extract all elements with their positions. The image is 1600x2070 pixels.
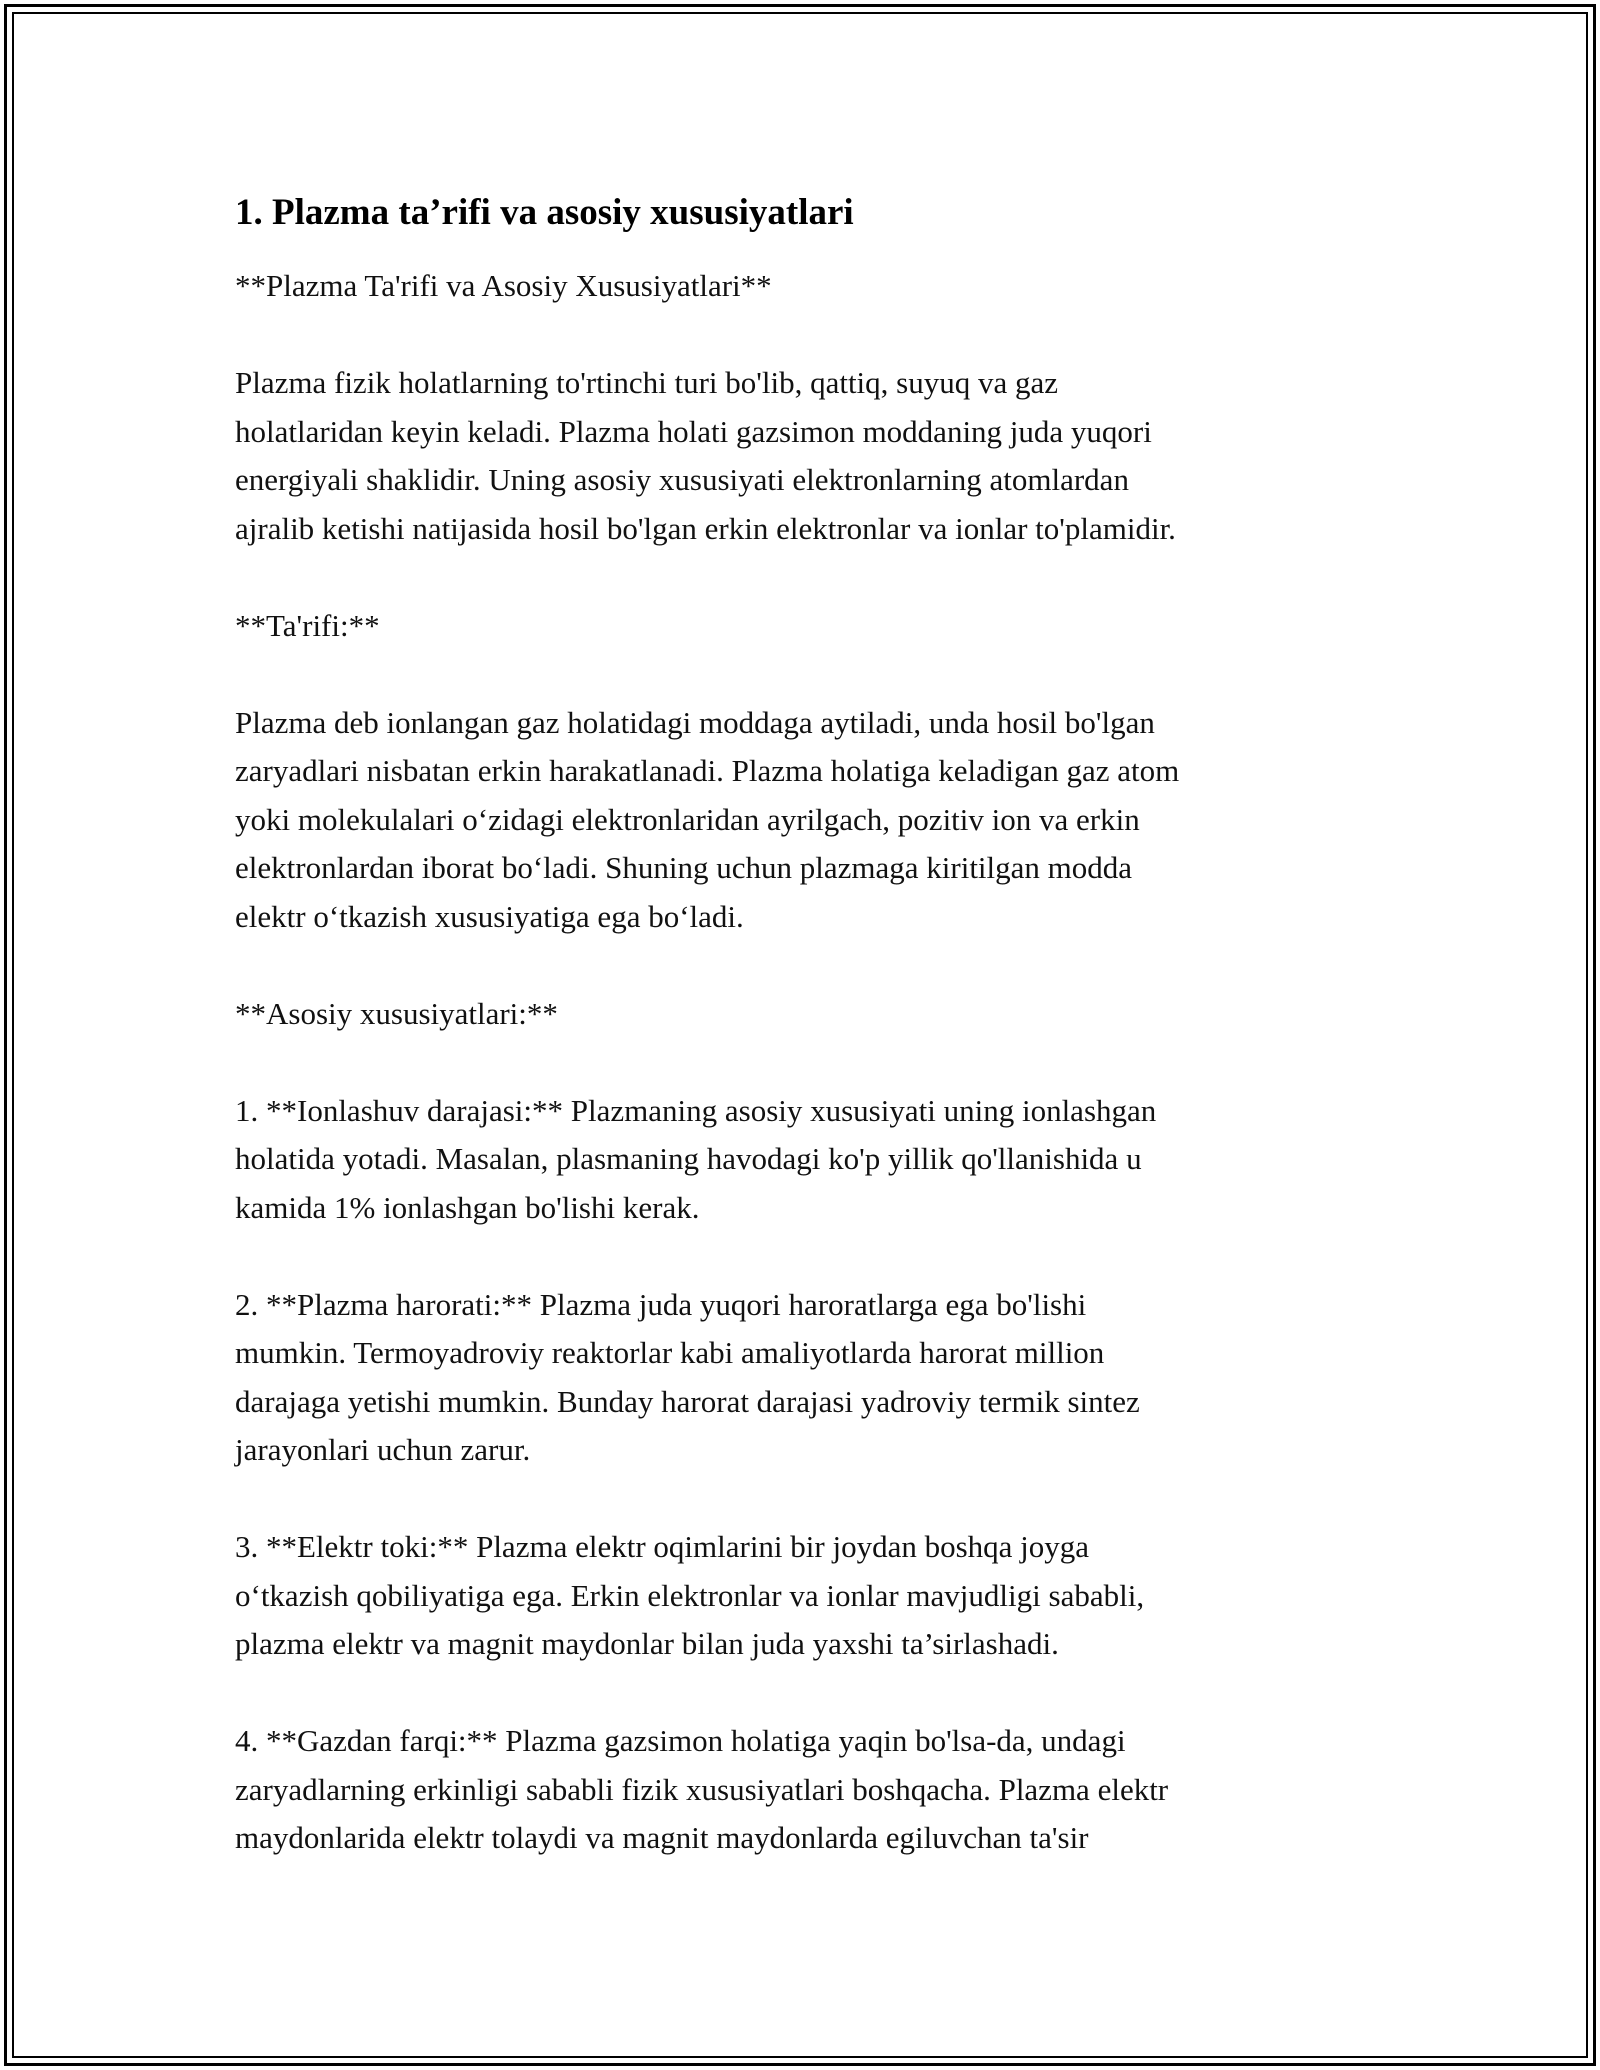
definition-paragraph: Plazma deb ionlangan gaz holatidagi moddaga aytiladi, unda hosil bo'lgan zaryadlari nisbatan erkin harakatlanadi. Plazma holatiga keladigan gaz atom yoki molekulalari o‘zidagi elektronlaridan ayrilgach, pozitiv ion va erkin elektronlardan iborat bo‘ladi. Shuning uchun plazmaga kiritilgan modda elektr o‘tkazish xususiyatiga ega bo‘ladi. <box>235 704 1180 934</box>
paragraph-gap <box>235 1475 1395 1524</box>
property-item-1: 1. **Ionlashuv darajasi:** Plazmaning asosiy xususiyati uning ionlashgan holatida yotadi. Masalan, plasmaning havodagi ko'p yillik qo'llanishida u kamida 1% ionlashgan bo'lishi kerak. <box>235 1092 1157 1225</box>
paragraph-gap <box>235 650 1395 699</box>
paragraph-gap <box>235 1669 1395 1718</box>
paragraph-gap <box>235 941 1395 990</box>
document-title: 1. Plazma ta’rifi va asosiy xususiyatlari <box>235 192 854 233</box>
property-item-3: 3. **Elektr toki:** Plazma elektr oqimlarini bir joydan boshqa joyga o‘tkazish qobiliyatiga ega. Erkin elektronlar va ionlar mavjudligi sababli, plazma elektr va magnit maydonlar bilan juda yaxshi ta’sirlashadi. <box>235 1529 1145 1661</box>
paragraph-gap <box>235 553 1395 602</box>
document-subtitle: **Plazma Ta'rifi va Asosiy Xususiyatlari** <box>235 268 772 303</box>
paragraph-gap <box>235 1038 1395 1087</box>
document-body <box>235 190 1395 1863</box>
paragraph-gap <box>235 311 1395 360</box>
property-item-2: 2. **Plazma harorati:** Plazma juda yuqori haroratlarga ega bo'lishi mumkin. Termoyadroviy reaktorlar kabi amaliyotlarda harorat million darajaga yetishi mumkin. Bunday harorat darajasi yadroviy termik sintez jarayonlari uchun zarur. <box>235 1286 1140 1467</box>
paragraph-gap <box>235 1232 1395 1281</box>
properties-heading: **Asosiy xususiyatlari:** <box>235 995 558 1031</box>
property-item-4: 4. **Gazdan farqi:** Plazma gazsimon holatiga yaqin bo'lsa-da, undagi zaryadlarning erkinligi sababli fizik xususiyatlari boshqacha. Plazma elektr maydonlarida elektr tolaydi va magnit maydonlarda egiluvchan ta'sir <box>235 1723 1169 1855</box>
definition-heading: **Ta'rifi:** <box>235 607 380 643</box>
intro-paragraph: Plazma fizik holatlarning to'rtinchi turi bo'lib, qattiq, suyuq va gaz holatlaridan keyin keladi. Plazma holati gazsimon moddaning juda yuqori energiyali shaklidir. Uning asosiy xususiyati elektronlarning atomlardan ajralib ketishi natijasida hosil bo'lgan erkin elektronlar va ionlar to'plamidir. <box>235 365 1176 546</box>
